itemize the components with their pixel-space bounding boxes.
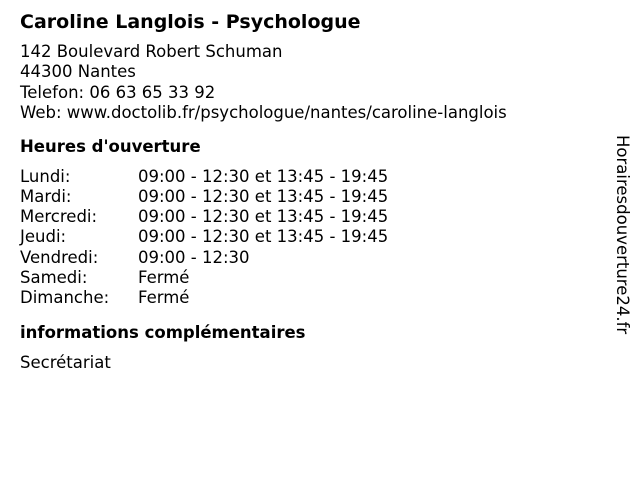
day-hours: 09:00 - 12:30 et 13:45 - 19:45 (138, 227, 389, 247)
additional-info-text: Secrétariat (20, 352, 111, 372)
address-block (20, 42, 600, 123)
day-label: Dimanche: (20, 287, 110, 307)
hours-row-saturday (20, 268, 388, 288)
day-label: Mercredi: (20, 207, 98, 227)
day-hours: 09:00 - 12:30 et 13:45 - 19:45 (138, 167, 389, 187)
hours-row-sunday (20, 288, 388, 308)
opening-hours-heading: Heures d'ouverture (20, 137, 201, 157)
day-label: Vendredi: (20, 247, 99, 267)
business-title: Caroline Langlois - Psychologue (20, 11, 361, 33)
address-city: 44300 Nantes (20, 62, 136, 82)
additional-info-heading: informations complémentaires (20, 322, 306, 342)
day-hours: 09:00 - 12:30 (138, 247, 250, 267)
day-hours: 09:00 - 12:30 et 13:45 - 19:45 (138, 207, 389, 227)
hours-row-thursday (20, 227, 388, 247)
phone-number: Telefon: 06 63 65 33 92 (20, 82, 216, 102)
hours-row-monday (20, 167, 388, 187)
day-hours: Fermé (138, 287, 190, 307)
hours-row-friday (20, 248, 388, 268)
day-label: Samedi: (20, 267, 88, 287)
day-label: Mardi: (20, 187, 72, 207)
day-hours: 09:00 - 12:30 et 13:45 - 19:45 (138, 187, 389, 207)
day-hours: Fermé (138, 267, 190, 287)
address-street: 142 Boulevard Robert Schuman (20, 42, 283, 61)
website: Web: www.doctolib.fr/psychologue/nantes/caroline-langlois (20, 102, 507, 122)
hours-row-tuesday (20, 187, 388, 207)
day-label: Jeudi: (20, 227, 67, 247)
hours-row-wednesday (20, 207, 388, 227)
site-watermark: Horairesdouverture24.fr (613, 135, 632, 335)
business-card (20, 10, 600, 373)
opening-hours-table (20, 167, 388, 308)
day-label: Lundi: (20, 167, 71, 187)
